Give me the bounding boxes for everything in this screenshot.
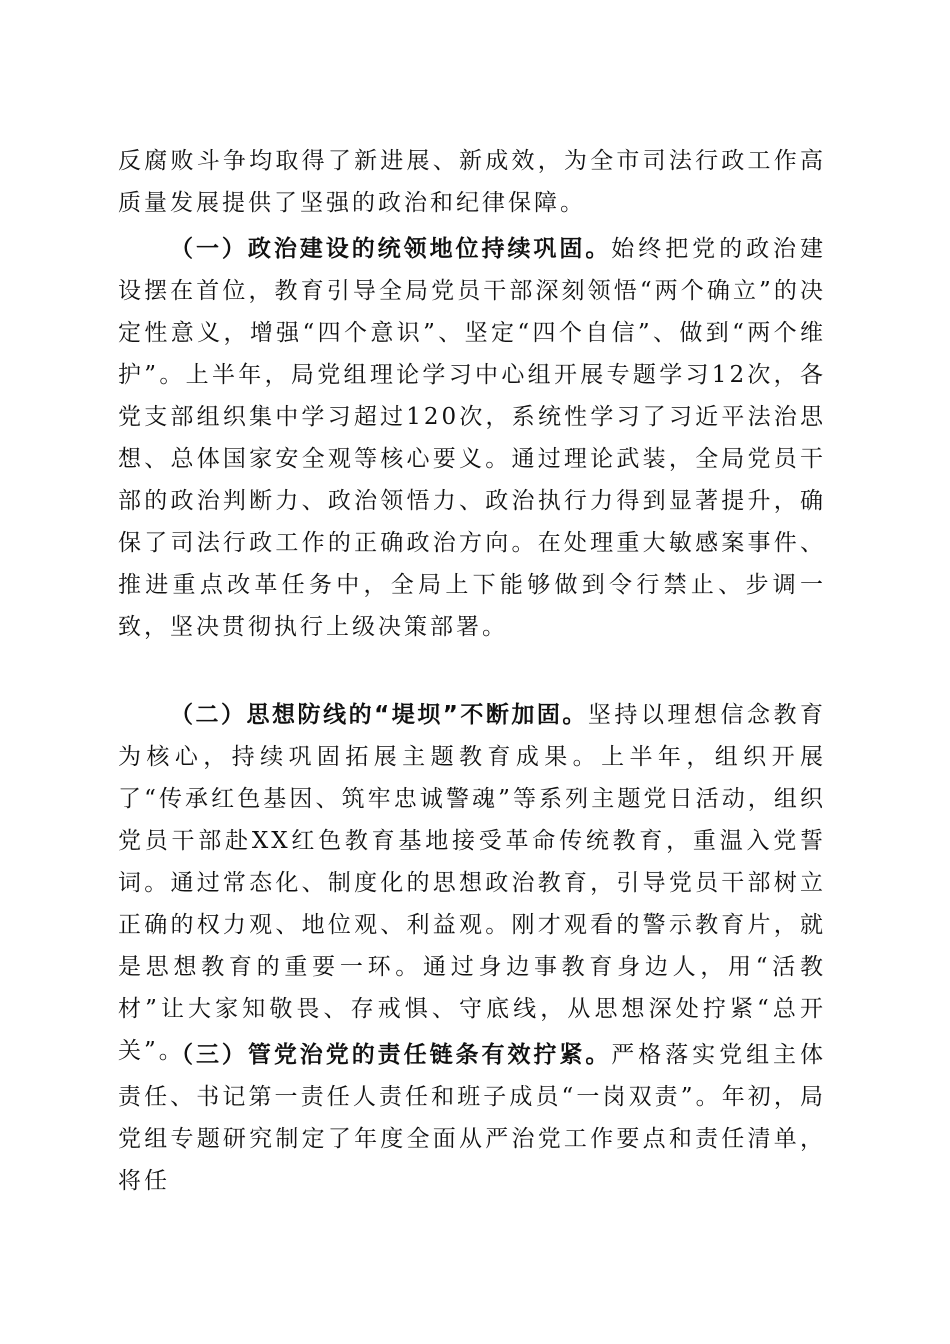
paragraph-text: 严格落实党组主体责任、书记第一责任人责任和班子成员“一岗双责”。年初，局党组专题研究制定了年度全面从严治党工作要点和责任清单，将任 [118,1042,827,1194]
document-body [118,140,827,1194]
section-heading-1: （一）政治建设的统领地位持续巩固。 [170,236,612,262]
paragraph-responsibility-chain [118,1034,827,1194]
paragraph-text: 反腐败斗争均取得了新进展、新成效，为全市司法行政工作高质量发展提供了坚强的政治和纪律保障。 [118,148,826,216]
section-heading-3: （三）管党治党的责任链条有效拧紧。 [170,1042,612,1068]
paragraph-text: 始终把党的政治建设摆在首位，教育引导全局党员干部深刻领悟“两个确立”的决定性意义，增强“四个意识”、坚定“四个自信”、做到“两个维护”。上半年，局党组理论学习中心组开展专题学习12次，各党支部组织集中学习超过120次，系统性学习了习近平法治思想、总体国家安全观等核心要义。通过理论武装，全局党员干部的政治判断力、政治领悟力、政治执行力得到显著提升，确保了司法行政工作的正确政治方向。在处理重大敏感案事件、推进重点改革任务中，全局上下能够做到令行禁止、步调一致，坚决贯彻执行上级决策部署。 [118,236,827,640]
paragraph-continuation [118,140,826,224]
paragraph-political-construction [118,228,826,690]
paragraph-text: 坚持以理想信念教育为核心，持续巩固拓展主题教育成果。上半年，组织开展了“传承红色基因、筑牢忠诚警魂”等系列主题党日活动，组织党员干部赴XX红色教育基地接受革命传统教育，重温入党誓词。通过常态化、制度化的思想政治教育，引导党员干部树立正确的权力观、地位观、利益观。刚才观看的警示教育片，就是思想教育的重要一环。通过身边事教育身边人，用“活教材”让大家知敬畏、存戒惧、守底线，从思想深处拧紧“总开关”。 [118,702,827,1064]
section-heading-2: （二）思想防线的“堤坝”不断加固。 [170,702,588,728]
